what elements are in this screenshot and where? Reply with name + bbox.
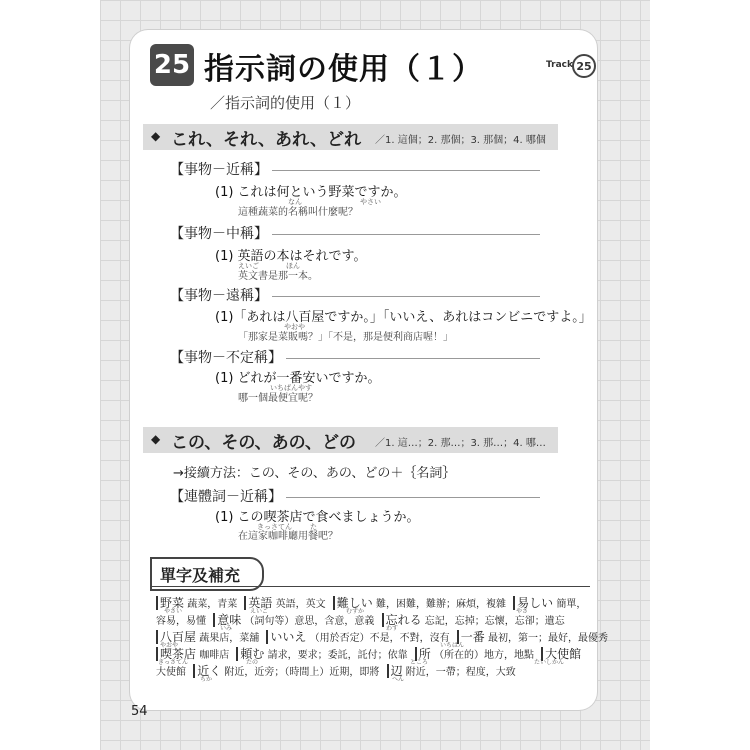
ruby-text: ほん [286,262,300,270]
vocab-word: 大使館 [541,647,581,661]
vocab-meaning: 大使館 [156,667,186,678]
example-sentence: (1)「あれは八百屋ですか。」「いいえ、あれはコンビニですよ。」 [215,310,592,325]
vocab-meaning: 蔬菜，青菜 [187,599,238,610]
vocab-ruby: わす [386,625,399,632]
section-title: これ、それ、あれ、どれ [171,130,362,150]
divider [272,170,540,171]
vocab-meaning: 難，困難，難辦；麻煩，複雜 [375,599,506,610]
section-note: ／1. 這…；2. 那…；3. 那…；4. 哪… [375,438,546,449]
vocab-word: 頼む [236,647,264,661]
vocab-ruby: たいしかん [534,659,565,666]
category-label: 【事物－遠稱】 [170,288,268,304]
vocab-word: 意味 [213,613,241,627]
translation: 哪一個最便宜呢？ [238,393,318,404]
vocab-word: 難しい [333,596,373,610]
vocab-ruby: やさい [164,608,183,615]
page-number: 54 [131,704,148,719]
vocab-word: 辺 [387,664,403,678]
vocab-row [156,628,608,645]
vocab-ruby: えいご [250,608,269,615]
vocab-meaning: （用於否定）不是，不對，沒有 [309,633,450,644]
vocab-row [156,645,581,662]
vocab-title: 單字及補充 [160,566,241,585]
divider [286,497,540,498]
category-label: 【事物－不定稱】 [170,350,282,366]
ruby-text: やさい [360,198,381,206]
vocab-word: 一番 [457,630,485,644]
vocab-ruby: やおや [160,642,179,649]
vocab-ruby: ちか [200,676,213,683]
example-sentence: (1) この喫茶店で食べましょうか。 [215,510,420,525]
lesson-number-badge: 25 [150,44,194,86]
vocab-ruby: やさ [516,608,529,615]
vocab-row [156,611,565,628]
ruby-text: なん [288,198,302,206]
track-number-icon[interactable]: 25 [572,54,596,78]
vocab-ruby: むずか [346,608,365,615]
vocab-word: 喫茶店 [156,647,196,661]
ruby-text: きっさてん [257,523,292,531]
diamond-icon: ◆ [151,432,161,446]
category-label: 【連體詞－近稱】 [170,489,282,505]
translation: 英文書是那一本。 [238,271,318,282]
vocab-meaning: 蔬果店，菜舖 [199,633,260,644]
track-label: Track [546,60,573,70]
vocab-ruby: たの [246,659,259,666]
vocab-ruby: いみ [220,625,233,632]
vocab-ruby: へん [392,676,405,683]
vocab-word: 近く [193,664,221,678]
section-header-1 [143,124,558,150]
vocab-meaning: 咖啡店 [199,650,230,661]
vocab-meaning: 忘記，忘掉；忘懷，忘卻；遺忘 [424,616,565,627]
example-sentence: (1) どれが一番安いですか。 [215,371,381,386]
lesson-subtitle: ／指示詞的使用（１） [210,94,361,112]
vocab-ruby: いちばん [440,642,465,649]
section-header-2 [143,427,558,453]
vocab-divider [150,586,590,587]
translation: 在這家咖啡廳用餐吧？ [238,531,338,542]
ruby-text: いちばんやす [270,384,312,392]
vocab-word: いいえ [266,630,306,644]
section-note: ／1. 這個；2. 那個；3. 那個；4. 哪個 [375,135,546,146]
category-label: 【事物－近稱】 [170,162,268,178]
vocab-meaning: 請求，要求；委託，託付；依靠 [267,650,408,661]
ruby-text: えいご [238,262,259,270]
example-sentence: (1) 英語の本はそれです。 [215,249,367,264]
connection-rule: →接續方法：この、その、あの、どの＋｛名詞｝ [173,466,456,481]
vocab-meaning: 附近，一帶；程度，大致 [405,667,516,678]
lesson-title: 指示詞の使用（１） [204,52,483,87]
vocab-ruby: きっさてん [158,659,189,666]
vocab-meaning: 容易，易懂 [156,616,206,627]
ruby-text: た [310,523,317,531]
vocab-word: 野菜 [156,596,184,610]
vocab-meaning: （詞句等）意思，含意，意義 [244,616,375,627]
translation: 這種蔬菜的名稱叫什麼呢？ [238,207,358,218]
vocab-meaning: 英語，英文 [275,599,326,610]
divider [286,358,540,359]
vocab-ruby: ところ [410,659,429,666]
section-title: この、その、あの、どの [171,433,356,453]
ruby-text: やおや [284,323,305,331]
category-label: 【事物－中稱】 [170,226,268,242]
vocab-word: 所 [415,647,431,661]
divider [272,234,540,235]
vocab-meaning: 附近，近旁；（時間上）近期，即將 [224,667,380,678]
example-sentence: (1) これは何という野菜ですか。 [215,185,407,200]
divider [272,296,540,297]
vocab-word: 易しい [513,596,553,610]
vocab-word: 英語 [244,596,272,610]
vocab-word: 忘れる [382,613,422,627]
translation: 「那家是菜販嗎？」「不是，那是便利商店喔！」 [238,332,453,343]
vocab-meaning: （所在的）地方，地點 [433,650,534,661]
diamond-icon: ◆ [151,129,161,143]
vocab-word: 八百屋 [156,630,196,644]
vocab-meaning: 簡單， [556,599,587,610]
vocab-meaning: 最初，第一；最好，最優秀 [487,633,608,644]
